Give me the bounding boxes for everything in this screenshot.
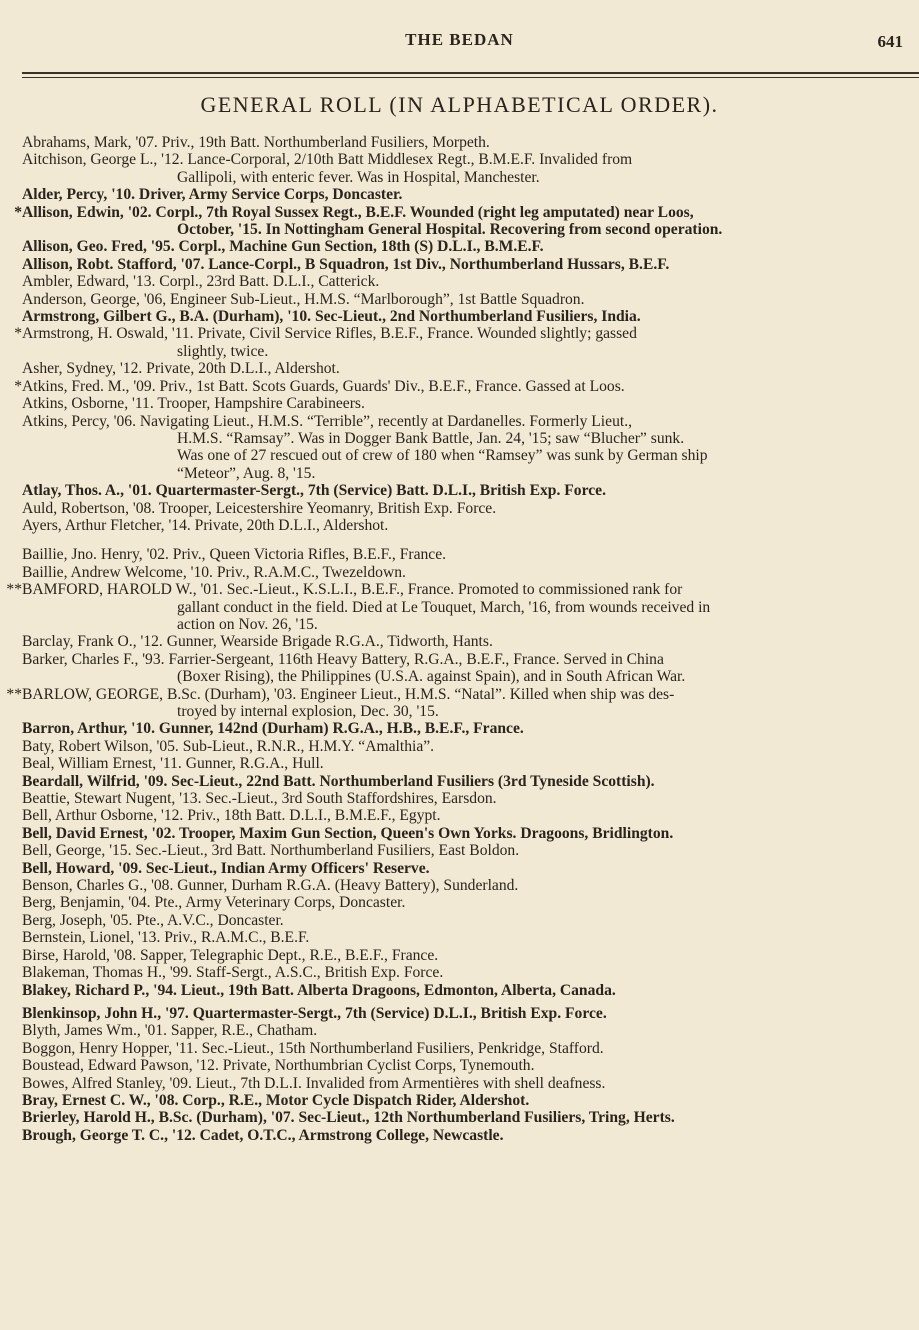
entry-line: Allison, Geo. Fred, '95. Corpl., Machine Gun Section, 18th (S) D.L.I., B.M.E.F. bbox=[22, 238, 544, 256]
roll-entry bbox=[0, 395, 919, 412]
entry-line: Armstrong, Gilbert G., B.A. (Durham), '10. Sec-Lieut., 2nd Northumberland Fusiliers, India. bbox=[22, 308, 641, 326]
entry-line: Atkins, Percy, '06. Navigating Lieut., H.M.S. “Terrible”, recently at Dardanelles. Formerly Lieut., bbox=[22, 412, 632, 430]
entry-line: Barron, Arthur, '10. Gunner, 142nd (Durham) R.G.A., H.B., B.E.F., France. bbox=[22, 720, 524, 738]
entry-line: Berg, Joseph, '05. Pte., A.V.C., Doncaster. bbox=[22, 911, 284, 929]
entry-line: Asher, Sydney, '12. Private, 20th D.L.I., Aldershot. bbox=[22, 360, 340, 378]
roll-entry bbox=[0, 633, 919, 650]
entry-continuation: H.M.S. “Ramsay”. Was in Dogger Bank Battle, Jan. 24, '15; saw “Blucher” sunk. bbox=[177, 429, 685, 447]
entry-line: Beattie, Stewart Nugent, '13. Sec.-Lieut., 3rd South Staffordshires, Earsdon. bbox=[22, 790, 497, 808]
entry-line: Atlay, Thos. A., '01. Quartermaster-Sergt., 7th (Service) Batt. D.L.I., British Exp. Force. bbox=[22, 482, 606, 500]
casualty-mark: * bbox=[14, 377, 22, 395]
roll-entry bbox=[0, 1022, 919, 1039]
casualty-mark: ** bbox=[6, 581, 22, 599]
roll-entry bbox=[0, 204, 919, 239]
entry-line: Ayers, Arthur Fletcher, '14. Private, 20th D.L.I., Aldershot. bbox=[22, 516, 389, 534]
entry-line: Brough, George T. C., '12. Cadet, O.T.C., Armstrong College, Newcastle. bbox=[22, 1126, 504, 1144]
roll-entry bbox=[0, 773, 919, 790]
entry-line: Barker, Charles F., '93. Farrier-Sergeant, 116th Heavy Battery, R.G.A., B.E.F., France. Served in China bbox=[22, 650, 664, 668]
roll-entry bbox=[0, 1005, 919, 1022]
entry-line: Beal, William Ernest, '11. Gunner, R.G.A., Hull. bbox=[22, 755, 324, 773]
roll-entry bbox=[0, 581, 919, 633]
entry-line: Baillie, Andrew Welcome, '10. Priv., R.A.M.C., Twezeldown. bbox=[22, 563, 406, 581]
roll-entry bbox=[0, 790, 919, 807]
entry-line: Bell, George, '15. Sec.-Lieut., 3rd Batt. Northumberland Fusiliers, East Boldon. bbox=[22, 842, 520, 860]
entry-continuation: Was one of 27 rescued out of crew of 180 when “Ramsey” was sunk by German ship bbox=[177, 447, 708, 465]
entry-continuation: troyed by internal explosion, Dec. 30, '15. bbox=[177, 703, 439, 720]
casualty-mark: * bbox=[14, 325, 22, 343]
header-rule-thick bbox=[22, 72, 919, 74]
entry-line: Abrahams, Mark, '07. Priv., 19th Batt. Northumberland Fusiliers, Morpeth. bbox=[22, 134, 490, 151]
casualty-mark: ** bbox=[6, 685, 22, 703]
roll-entry bbox=[0, 877, 919, 894]
roll-entry bbox=[0, 825, 919, 842]
roll-entry bbox=[0, 651, 919, 686]
entry-line: Bernstein, Lionel, '13. Priv., R.A.M.C., B.E.F. bbox=[22, 929, 310, 947]
entry-line: Barclay, Frank O., '12. Gunner, Wearside Brigade R.G.A., Tidworth, Hants. bbox=[22, 633, 493, 651]
entry-continuation: action on Nov. 26, '15. bbox=[177, 615, 318, 633]
entry-line: Allison, Edwin, '02. Corpl., 7th Royal Sussex Regt., B.E.F. Wounded (right leg amputated) near Loos, bbox=[22, 203, 694, 221]
roll-entry bbox=[0, 894, 919, 911]
entry-line: Anderson, George, '06, Engineer Sub-Lieut., H.M.S. “Marlborough”, 1st Battle Squadron. bbox=[22, 290, 585, 308]
entry-line: Atkins, Osborne, '11. Trooper, Hampshire Carabineers. bbox=[22, 395, 365, 413]
roll-entry bbox=[0, 325, 919, 360]
roll-entry bbox=[0, 291, 919, 308]
entry-line: Allison, Robt. Stafford, '07. Lance-Corpl., B Squadron, 1st Div., Northumberland Hussars, B.E.F. bbox=[22, 255, 670, 273]
page-number: 641 bbox=[877, 32, 903, 51]
roll-entry bbox=[0, 1040, 919, 1057]
roll-entry bbox=[0, 686, 919, 721]
roll-entry bbox=[0, 564, 919, 581]
roll-entry bbox=[0, 308, 919, 325]
entry-line: Boustead, Edward Pawson, '12. Private, Northumbrian Cyclist Corps, Tynemouth. bbox=[22, 1057, 535, 1075]
roll-entry bbox=[0, 947, 919, 964]
entry-line: Bowes, Alfred Stanley, '09. Lieut., 7th D.L.I. Invalided from Armentières with shell deafness. bbox=[22, 1074, 606, 1092]
roll-entry bbox=[0, 238, 919, 255]
roll-entry bbox=[0, 186, 919, 203]
entry-continuation: gallant conduct in the field. Died at Le Touquet, March, '16, from wounds received in bbox=[177, 598, 711, 616]
roll-entry bbox=[0, 134, 919, 151]
roll-entry bbox=[0, 860, 919, 877]
page-header bbox=[0, 30, 919, 60]
roll-entry bbox=[0, 500, 919, 517]
entry-continuation: “Meteor”, Aug. 8, '15. bbox=[177, 464, 316, 482]
roll-entry bbox=[0, 1127, 919, 1144]
roll-entry bbox=[0, 273, 919, 290]
entry-line: Ambler, Edward, '13. Corpl., 23rd Batt. D.L.I., Catterick. bbox=[22, 273, 380, 291]
casualty-mark: * bbox=[14, 203, 22, 221]
roll-entry bbox=[0, 360, 919, 377]
roll-entry bbox=[0, 912, 919, 929]
entry-line: Birse, Harold, '08. Sapper, Telegraphic Dept., R.E., B.E.F., France. bbox=[22, 946, 439, 964]
roll-entry bbox=[0, 1109, 919, 1126]
entry-continuation: slightly, twice. bbox=[177, 342, 269, 360]
roll-entry bbox=[0, 720, 919, 737]
roll-entry bbox=[0, 1075, 919, 1092]
entry-line: Aitchison, George L., '12. Lance-Corporal, 2/10th Batt Middlesex Regt., B.M.E.F. Invalided from bbox=[22, 151, 633, 169]
roll-entry bbox=[0, 982, 919, 999]
general-roll-list bbox=[0, 134, 919, 1144]
entry-line: Bell, Arthur Osborne, '12. Priv., 18th Batt. D.L.I., B.M.E.F., Egypt. bbox=[22, 807, 441, 825]
entry-line: Bray, Ernest C. W., '08. Corp., R.E., Motor Cycle Dispatch Rider, Aldershot. bbox=[22, 1091, 530, 1109]
running-head: THE BEDAN bbox=[405, 30, 514, 49]
section-gap bbox=[0, 534, 919, 546]
entry-line: Baty, Robert Wilson, '05. Sub-Lieut., R.N.R., H.M.Y. “Amalthia”. bbox=[22, 737, 435, 755]
roll-entry bbox=[0, 151, 919, 186]
roll-entry bbox=[0, 1092, 919, 1109]
entry-line: Brierley, Harold H., B.Sc. (Durham), '07. Sec-Lieut., 12th Northumberland Fusiliers, Tring, Herts. bbox=[22, 1109, 675, 1127]
roll-entry bbox=[0, 546, 919, 563]
roll-entry bbox=[0, 755, 919, 772]
roll-entry bbox=[0, 378, 919, 395]
entry-line: Auld, Robertson, '08. Trooper, Leicestershire Yeomanry, British Exp. Force. bbox=[22, 499, 497, 517]
entry-line: Beardall, Wilfrid, '09. Sec-Lieut., 22nd Batt. Northumberland Fusiliers (3rd Tyneside Scottish). bbox=[22, 772, 655, 790]
entry-line: Berg, Benjamin, '04. Pte., Army Veterinary Corps, Doncaster. bbox=[22, 894, 406, 912]
entry-line: Atkins, Fred. M., '09. Priv., 1st Batt. Scots Guards, Guards' Div., B.E.F., France. Gassed at Loos. bbox=[22, 377, 625, 395]
entry-line: Alder, Percy, '10. Driver, Army Service Corps, Doncaster. bbox=[22, 186, 403, 204]
roll-entry bbox=[0, 482, 919, 499]
entry-line: Blakeman, Thomas H., '99. Staff-Sergt., A.S.C., British Exp. Force. bbox=[22, 964, 444, 982]
entry-continuation: October, '15. In Nottingham General Hospital. Recovering from second operation. bbox=[177, 221, 723, 239]
roll-entry bbox=[0, 517, 919, 534]
entry-line: Blyth, James Wm., '01. Sapper, R.E., Chatham. bbox=[22, 1022, 318, 1040]
entry-line: Baillie, Jno. Henry, '02. Priv., Queen Victoria Rifles, B.E.F., France. bbox=[22, 546, 447, 564]
entry-line: Blakey, Richard P., '94. Lieut., 19th Batt. Alberta Dragoons, Edmonton, Alberta, Canada. bbox=[22, 981, 616, 999]
roll-entry bbox=[0, 842, 919, 859]
roll-entry bbox=[0, 256, 919, 273]
entry-line: BARLOW, GEORGE, B.Sc. (Durham), '03. Engineer Lieut., H.M.S. “Natal”. Killed when ship was des- bbox=[22, 685, 675, 703]
entry-line: Benson, Charles G., '08. Gunner, Durham R.G.A. (Heavy Battery), Sunderland. bbox=[22, 877, 519, 895]
entry-line: Boggon, Henry Hopper, '11. Sec.-Lieut., 15th Northumberland Fusiliers, Penkridge, Stafford. bbox=[22, 1039, 604, 1057]
roll-entry bbox=[0, 413, 919, 483]
roll-entry bbox=[0, 964, 919, 981]
entry-continuation: (Boxer Rising), the Philippines (U.S.A. against Spain), and in South African War. bbox=[177, 668, 686, 686]
entry-continuation: Gallipoli, with enteric fever. Was in Hospital, Manchester. bbox=[177, 168, 540, 186]
entry-line: Bell, Howard, '09. Sec-Lieut., Indian Army Officers' Reserve. bbox=[22, 859, 430, 877]
entry-line: Armstrong, H. Oswald, '11. Private, Civil Service Rifles, B.E.F., France. Wounded slightly; gassed bbox=[22, 325, 637, 343]
section-title: GENERAL ROLL (IN ALPHABETICAL ORDER). bbox=[200, 92, 719, 117]
roll-entry bbox=[0, 807, 919, 824]
roll-entry bbox=[0, 929, 919, 946]
entry-line: Bell, David Ernest, '02. Trooper, Maxim Gun Section, Queen's Own Yorks. Dragoons, Bridlington. bbox=[22, 824, 674, 842]
entry-line: Blenkinsop, John H., '97. Quartermaster-Sergt., 7th (Service) D.L.I., British Exp. Force. bbox=[22, 1004, 607, 1022]
roll-entry bbox=[0, 738, 919, 755]
roll-entry bbox=[0, 1057, 919, 1074]
entry-line: BAMFORD, HAROLD W., '01. Sec.-Lieut., K.S.L.I., B.E.F., France. Promoted to commissioned rank for bbox=[22, 581, 683, 599]
header-rule-thin bbox=[22, 77, 919, 78]
